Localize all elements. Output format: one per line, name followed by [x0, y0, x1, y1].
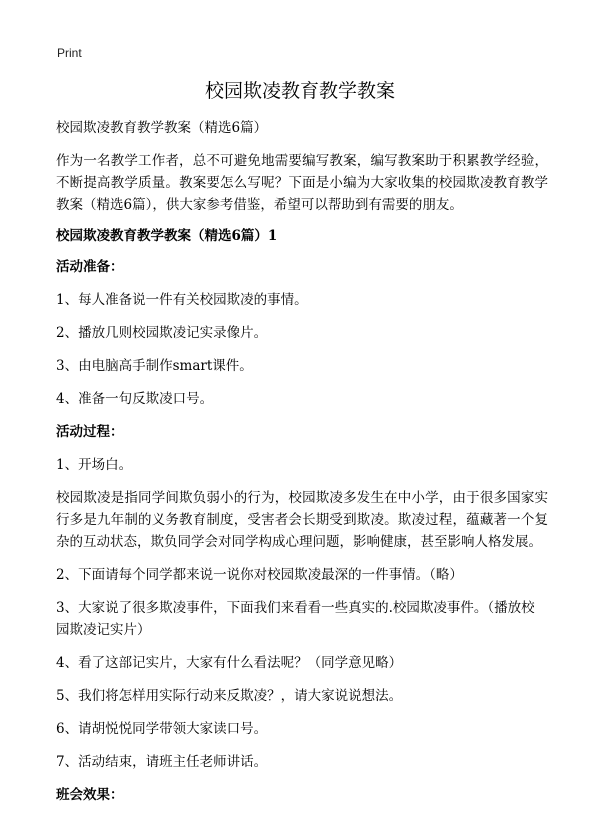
print-link[interactable]: Print [57, 46, 82, 60]
section-heading: 校园欺凌教育教学教案（精选6篇）1 [56, 228, 278, 244]
list-item: 1、开场白。 [56, 457, 133, 473]
page-title: 校园欺凌教育教学教案 [204, 80, 395, 102]
list-item: 5、我们将怎样用实际行动来反欺凌？，请大家说说想法。 [56, 688, 403, 704]
process-heading: 活动过程： [56, 424, 124, 440]
list-item: 7、活动结束，请班主任老师讲话。 [56, 754, 268, 770]
effect-heading: 班会效果： [56, 787, 124, 803]
list-item: 3、大家说了很多欺凌事件，下面我们来看看一些真实的.校园欺凌事件。（播放校园欺凌记实片） [56, 600, 535, 638]
process-paragraph: 校园欺凌是指同学间欺负弱小的行为，校园欺凌多发生在中小学，由于很多国家实行多是九年制的义务教育制度，受害者会长期受到欺凌。欺凌过程，蕴藏著一个复杂的互动状态，欺负同学会对同学构成心理问题，影响健康，甚至影响人格发展。 [56, 490, 548, 550]
prep-heading: 活动准备： [56, 259, 124, 275]
list-item: 3、由电脑高手制作smart课件。 [56, 358, 253, 374]
intro-paragraph: 作为一名教学工作者，总不可避免地需要编写教案，编写教案助于积累教学经验，不断提高教学质量。教案要怎么写呢？下面是小编为大家收集的校园欺凌教育教学教案（精选6篇），供大家参考借鉴，希望可以帮助到有需要的朋友。 [56, 153, 548, 213]
document-subtitle: 校园欺凌教育教学教案（精选6篇） [56, 120, 268, 136]
list-item: 1、每人准备说一件有关校园欺凌的事情。 [56, 292, 308, 308]
list-item: 2、播放几则校园欺凌记实录像片。 [56, 325, 268, 341]
list-item: 6、请胡悦悦同学带领大家读口号。 [56, 721, 268, 737]
list-item: 4、看了这部记实片，大家有什么看法呢？（同学意见略） [56, 655, 403, 671]
list-item: 4、准备一句反欺凌口号。 [56, 391, 214, 407]
document-body [56, 117, 548, 806]
list-item: 2、下面请每个同学都来说一说你对校园欺凌最深的一件事情。（略） [56, 567, 463, 583]
